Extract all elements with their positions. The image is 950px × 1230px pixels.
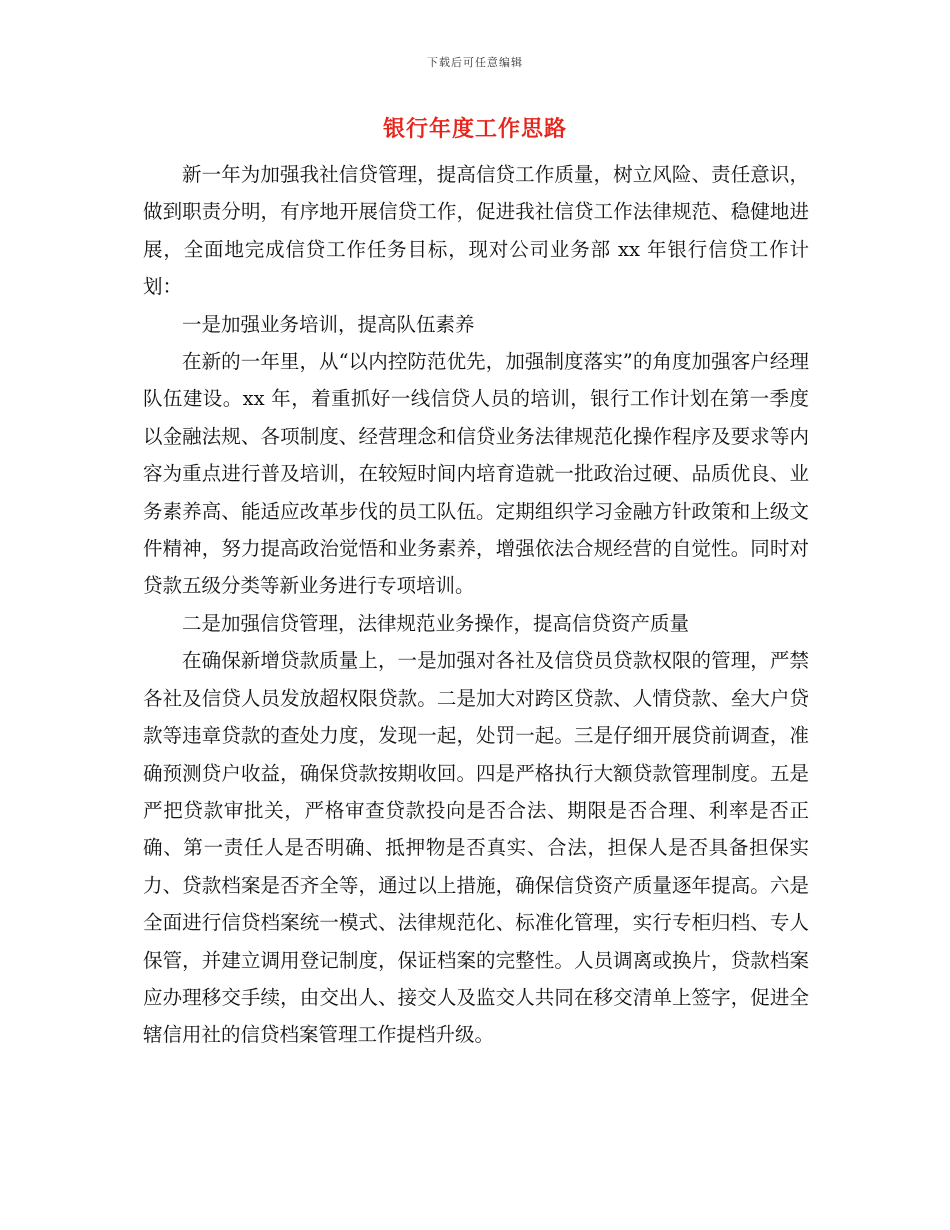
training-paragraph: 在新的一年里，从“以内控防范优先，加强制度落实”的角度加强客户经理队伍建设。xx 年，着重抓好一线信贷人员的培训，银行工作计划在第一季度以金融法规、各项制度、经营理念和信贷业务法律规范化操作程序及要求等内容为重点进行普及培训，在较短时间内培育造就一批政治过硬、品质优良、业务素养高、能适应改革步伐的员工队伍。定期组织学习金融方针政策和上级文件精神，努力提高政治觉悟和业务素养，增强依法合规经营的自觉性。同时对贷款五级分类等新业务进行专项培训。 <box>143 350 809 598</box>
intro-paragraph: 新一年为加强我社信贷管理，提高信贷工作质量，树立风险、责任意识，做到职责分明，有序地开展信贷工作，促进我社信贷工作法律规范、稳健地进展，全面地完成信贷工作任务目标，现对公司业务部 xx 年银行信贷工作计划： <box>143 163 809 299</box>
document-body <box>143 156 809 1054</box>
credit-management-paragraph: 在确保新增贷款质量上，一是加强对各社及信贷员贷款权限的管理，严禁各社及信贷人员发放超权限贷款。二是加大对跨区贷款、人情贷款、垒大户贷款等违章贷款的查处力度，发现一起，处罚一起。三是仔细开展贷前调查，准确预测贷户收益，确保贷款按期收回。四是严格执行大额贷款管理制度。五是严把贷款审批关，严格审查贷款投向是否合法、期限是否合理、利率是否正确、第一责任人是否明确、抵押物是否真实、合法，担保人是否具备担保实力、贷款档案是否齐全等，通过以上措施，确保信贷资产质量逐年提高。六是全面进行信贷档案统一模式、法律规范化、标准化管理，实行专柜归档、专人保管，并建立调用登记制度，保证档案的完整性。人员调离或换片，贷款档案应办理移交手续，由交出人、接交人及监交人共同在移交清单上签字，促进全辖信用社的信贷档案管理工作提档升级。 <box>143 649 809 1047</box>
section-heading-credit-management: 二是加强信贷管理，法律规范业务操作，提高信贷资产质量 <box>182 611 690 635</box>
header-note: 下载后可任意编辑 <box>427 56 523 69</box>
document-title: 银行年度工作思路 <box>382 117 567 142</box>
section-heading-training: 一是加强业务培训，提高队伍素养 <box>182 312 475 336</box>
